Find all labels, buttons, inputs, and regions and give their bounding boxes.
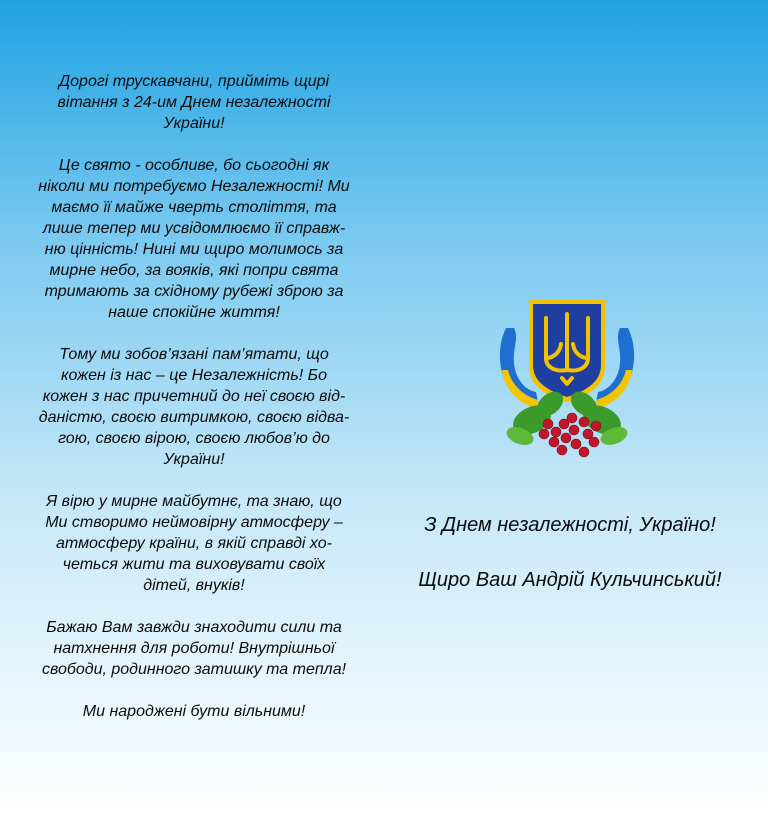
letter-line: Я вірю у мирне майбутнє, та знаю, що [46, 493, 342, 510]
letter-line: України! [163, 451, 225, 468]
letter-paragraph-4 [18, 491, 370, 596]
letter-line: мирне небо, за вояків, які попри свята [49, 262, 339, 279]
letter-paragraph-6 [18, 701, 370, 722]
letter-line: дітей, внуків! [143, 577, 245, 594]
letter-line: даністю, своєю витримкою, своєю відва- [38, 409, 350, 426]
letter-line: Бажаю Вам завжди знаходити сили та [46, 619, 342, 636]
letter-line: Тому ми зобов’язані пам’ятати, що [59, 346, 329, 363]
letter-line: кожен із нас – це Незалежність! Бо [61, 367, 327, 384]
letter-line: України! [163, 115, 225, 132]
letter-line: Ми створимо неймовірну атмосферу – [45, 514, 343, 531]
letter-line: Дорогі трускавчани, прийміть щирі [58, 73, 330, 90]
letter-paragraph-1 [18, 71, 370, 134]
letter-line: наше спокійне життя! [108, 304, 280, 321]
letter-line: натхнення для роботи! Внутрішньої [53, 640, 335, 657]
letter-line: Це свято - особливе, бо сьогодні як [58, 157, 330, 174]
letter-line: кожен з нас причетний до неї своєю від- [42, 388, 346, 405]
letter-paragraph-3 [18, 344, 370, 470]
letter-paragraph-5 [18, 617, 370, 680]
coat-of-arms-icon [492, 296, 642, 460]
letter-line: Ми народжені бути вільними! [82, 703, 306, 720]
letter-line: гою, своєю вірою, своєю любов’ю до [58, 430, 330, 447]
letter-line: вітання з 24-им Днем незалежності [57, 94, 331, 111]
letter-line: тримають за східному рубежі зброю за [44, 283, 344, 300]
letter-line: атмосферу країни, в якій справді хо- [56, 535, 332, 552]
letter-line: ніколи ми потребуємо Незалежності! Ми [38, 178, 350, 195]
letter-line: лише тепер ми усвідомлюємо її справж- [42, 220, 346, 237]
greeting-letter [18, 71, 370, 743]
letter-line: четься жити та виховувати своїх [62, 556, 326, 573]
letter-line: свободи, родинного затишку та тепла! [41, 661, 347, 678]
letter-line: маємо її майже чверть століття, та [51, 199, 337, 216]
letter-paragraph-2 [18, 155, 370, 323]
greeting-line-independence: З Днем незалежності, Україно! [424, 514, 716, 536]
greeting-signature: Щиро Ваш Андрій Кульчинський! [418, 569, 722, 591]
letter-line: ню цінність! Нині ми щиро молимось за [44, 241, 344, 258]
